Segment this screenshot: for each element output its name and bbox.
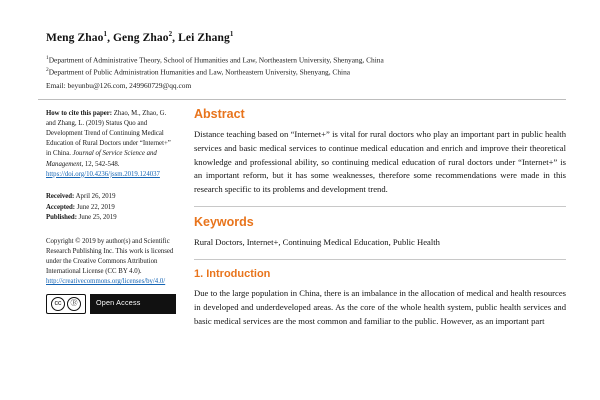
- date-received-value: April 26, 2019: [74, 193, 116, 201]
- sidebar-column: [38, 107, 188, 329]
- affiliation-marker-2: 2: [46, 66, 49, 73]
- citation-text: Zhao, M., Zhao, G. and Zhang, L. (2019) Status Quo and Development Trend of Continuing Medical Education of Rural Doctors under “Internet+” in China.: [46, 109, 171, 158]
- author-affil-marker-3: 1: [229, 30, 234, 38]
- introduction-text: Due to the large population in China, there is an imbalance in the allocation of medical and health resources in developed and underdeveloped areas. As the core of the whole health system, public health services and basic medical services are the most common and familiar to the public. However, as an important part: [194, 288, 566, 326]
- doi-link[interactable]: https://doi.org/10.4236/jssm.2019.124037: [46, 170, 160, 178]
- abstract-heading: Abstract: [194, 106, 245, 121]
- main-column: [188, 107, 566, 329]
- copyright-text: Copyright © 2019 by author(s) and Scientific Research Publishing Inc. This work is licensed under the Creative Commons Attribution International License (CC BY 4.0).: [46, 237, 174, 276]
- citation-label: How to cite this paper:: [46, 109, 113, 117]
- header-divider: [38, 99, 566, 100]
- content-columns: [38, 107, 566, 329]
- affiliation-1: [46, 54, 566, 66]
- author-list: Meng Zhao$^1$, Geng Zhao$^2$, Lei Zhang$^1$: [46, 30, 234, 44]
- date-received: [46, 192, 176, 203]
- affiliation-2: [46, 66, 566, 78]
- citation-block: [46, 109, 176, 180]
- date-published-label: Published:: [46, 214, 77, 222]
- keywords-text: Rural Doctors, Internet+, Continuing Medical Education, Public Health: [194, 237, 440, 248]
- copyright-block: [46, 237, 176, 288]
- page-top-margin: [38, 10, 566, 24]
- author-emails: Email: beyunbu@126.com, 249960729@qq.com: [46, 80, 192, 90]
- date-accepted: [46, 203, 176, 214]
- author-name-3: Lei Zhang: [178, 31, 230, 44]
- date-accepted-value: June 22, 2019: [75, 203, 115, 211]
- keywords-divider: [194, 259, 566, 260]
- cc-by-icon: Ⓑ: [67, 297, 81, 311]
- author-affil-marker-2: 2: [168, 30, 173, 38]
- license-link[interactable]: http://creativecommons.org/licenses/by/4.0/: [46, 278, 166, 286]
- date-received-label: Received:: [46, 193, 75, 201]
- date-published: [46, 213, 176, 224]
- date-published-value: June 25, 2019: [76, 214, 117, 222]
- cc-circle-icon: cc: [51, 297, 65, 311]
- author-affil-marker-1: 1: [103, 30, 108, 38]
- introduction-heading: 1. Introduction: [194, 268, 271, 281]
- date-accepted-label: Accepted:: [46, 203, 76, 211]
- creative-commons-icon: [46, 294, 86, 314]
- author-name-2: Geng Zhao: [113, 31, 169, 44]
- author-name-1: Meng Zhao: [46, 31, 104, 44]
- open-access-badge: Open Access: [90, 294, 176, 314]
- open-access-row: [46, 294, 176, 314]
- keywords-heading: Keywords: [194, 215, 254, 230]
- affiliation-text-2: Department of Public Administration Humanities and Law, Northeastern University, Shenyang, China: [48, 67, 351, 77]
- citation-journal: Journal of Service Science and Management: [46, 150, 157, 168]
- affiliation-text-1: Department of Administrative Theory, School of Humanities and Law, Northeastern University, Shenyang, China: [48, 55, 384, 65]
- abstract-text: Distance teaching based on “Internet+” is vital for rural doctors who play an important part in public health services and basic medical services to continue medical education and enrich and improve their theoretical knowledge and professional ability, so continuing medical education of rural doctors under “Internet+” is an important reform, but it has some weaknesses, therefore some recommendations were made in this research specific to its problems and development trend.: [194, 128, 566, 195]
- publication-dates: [46, 192, 176, 224]
- abstract-divider: [194, 206, 566, 207]
- affiliation-marker-1: 1: [46, 54, 49, 61]
- citation-locator: , 12, 542-548.: [81, 160, 120, 168]
